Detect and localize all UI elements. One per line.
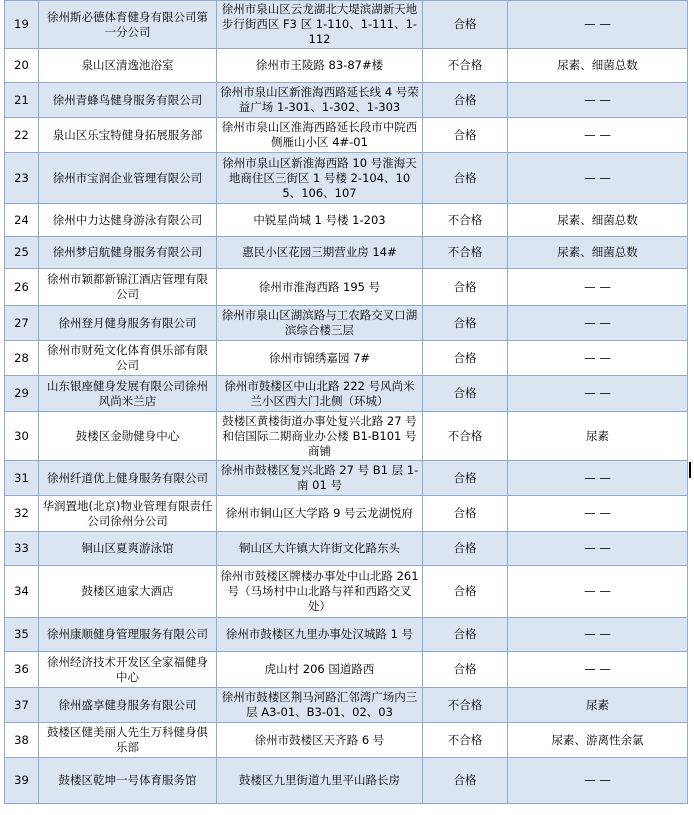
business-name: 徐州市宝润企业管理有限公司 [39, 153, 217, 204]
inspection-result: 不合格 [423, 204, 508, 237]
failed-items: — — [508, 153, 688, 204]
business-address: 徐州市鼓楼区中山北路 222 号风尚米兰小区西大门北侧（环城） [217, 376, 423, 412]
row-number: 27 [5, 306, 39, 341]
table-row [5, 49, 688, 83]
business-name: 铜山区夏爽游泳馆 [39, 532, 217, 566]
failed-items: — — [508, 618, 688, 652]
business-name: 鼓楼区健美丽人先生万科健身俱乐部 [39, 723, 217, 758]
table-row [5, 412, 688, 461]
row-number: 24 [5, 204, 39, 237]
business-name: 华润置地(北京)物业管理有限责任公司徐州分公司 [39, 496, 217, 532]
table-row [5, 269, 688, 306]
inspection-result: 合格 [423, 461, 508, 496]
inspection-result: 不合格 [423, 237, 508, 269]
business-name: 徐州市财苑文化体育俱乐部有限公司 [39, 341, 217, 376]
table-row [5, 618, 688, 652]
right-edge-mark [689, 462, 691, 478]
row-number: 29 [5, 376, 39, 412]
failed-items: — — [508, 1, 688, 49]
inspection-result: 不合格 [423, 49, 508, 83]
business-address: 徐州市铜山区大学路 9 号云龙湖悦府 [217, 496, 423, 532]
inspection-result: 合格 [423, 153, 508, 204]
business-name: 徐州康顺健身管理服务有限公司 [39, 618, 217, 652]
row-number: 23 [5, 153, 39, 204]
table-row [5, 532, 688, 566]
business-address: 中锐星尚城 1 号楼 1-203 [217, 204, 423, 237]
row-number: 35 [5, 618, 39, 652]
business-address: 徐州市泉山区新淮海西路 10 号淮海天地商住区三街区 1 号楼 2-104、105、106、107 [217, 153, 423, 204]
inspection-result: 不合格 [423, 412, 508, 461]
table-row [5, 306, 688, 341]
business-name: 徐州盛享健身服务有限公司 [39, 688, 217, 723]
table-row [5, 376, 688, 412]
table-row [5, 652, 688, 688]
row-number: 38 [5, 723, 39, 758]
failed-items: — — [508, 652, 688, 688]
business-name: 泉山区乐宝特健身拓展服务部 [39, 118, 217, 153]
inspection-result: 合格 [423, 341, 508, 376]
failed-items: — — [508, 532, 688, 566]
row-number: 37 [5, 688, 39, 723]
business-address: 徐州市泉山区新淮海西路延长线 4 号荣益广场 1-301、1-302、1-303 [217, 83, 423, 118]
inspection-result: 不合格 [423, 688, 508, 723]
business-address: 徐州市鼓楼区荆马河路汇邻湾广场内三层 A3-01、B3-01、02、03 [217, 688, 423, 723]
business-name: 徐州经济技术开发区全家福健身中心 [39, 652, 217, 688]
business-address: 徐州市泉山区云龙湖北大堤滨湖新天地步行街西区 F3 区 1-110、1-111、1-112 [217, 1, 423, 49]
business-address: 徐州市鼓楼区复兴北路 27 号 B1 层 1-南 01 号 [217, 461, 423, 496]
failed-items: — — [508, 118, 688, 153]
failed-items: 尿素 [508, 412, 688, 461]
inspection-result: 合格 [423, 532, 508, 566]
table-row [5, 688, 688, 723]
business-name: 山东银座健身发展有限公司徐州风尚米兰店 [39, 376, 217, 412]
row-number: 19 [5, 1, 39, 49]
inspection-result: 合格 [423, 758, 508, 804]
failed-items: 尿素、细菌总数 [508, 204, 688, 237]
business-name: 徐州纤道优上健身服务有限公司 [39, 461, 217, 496]
table-row [5, 758, 688, 804]
table-row [5, 118, 688, 153]
row-number: 39 [5, 758, 39, 804]
business-address: 惠民小区花园三期营业房 14# [217, 237, 423, 269]
failed-items: — — [508, 496, 688, 532]
business-address: 铜山区大许镇大许街文化路东头 [217, 532, 423, 566]
inspection-result: 合格 [423, 118, 508, 153]
business-address: 徐州市鼓楼区天齐路 6 号 [217, 723, 423, 758]
business-address: 徐州市鼓楼区九里办事处汉城路 1 号 [217, 618, 423, 652]
row-number: 22 [5, 118, 39, 153]
business-name: 徐州登月健身服务有限公司 [39, 306, 217, 341]
business-address: 徐州市锦绣嘉园 7# [217, 341, 423, 376]
failed-items: 尿素、游离性余氯 [508, 723, 688, 758]
table-row [5, 461, 688, 496]
failed-items: — — [508, 461, 688, 496]
inspection-result: 合格 [423, 566, 508, 618]
table-row [5, 237, 688, 269]
inspection-result: 不合格 [423, 723, 508, 758]
row-number: 26 [5, 269, 39, 306]
failed-items: 尿素 [508, 688, 688, 723]
business-name: 徐州斯必德体育健身有限公司第一分公司 [39, 1, 217, 49]
business-name: 鼓楼区迪家大酒店 [39, 566, 217, 618]
row-number: 20 [5, 49, 39, 83]
business-name: 徐州市颖都新锦江酒店管理有限公司 [39, 269, 217, 306]
table-row [5, 496, 688, 532]
business-address: 徐州市泉山区湖滨路与工农路交叉口湖滨综合楼三层 [217, 306, 423, 341]
row-number: 33 [5, 532, 39, 566]
failed-items: — — [508, 306, 688, 341]
business-address: 鼓楼区黄楼街道办事处复兴北路 27 号和信国际二期商业办公楼 B1-B101 号商铺 [217, 412, 423, 461]
business-address: 徐州市鼓楼区牌楼办事处中山北路 261 号（马场村中山北路与祥和西路交叉处） [217, 566, 423, 618]
failed-items: — — [508, 341, 688, 376]
row-number: 32 [5, 496, 39, 532]
inspection-result: 合格 [423, 652, 508, 688]
business-address: 徐州市泉山区淮海西路延长段市中院西侧雁山小区 4#-01 [217, 118, 423, 153]
table-row [5, 723, 688, 758]
row-number: 25 [5, 237, 39, 269]
table-row [5, 153, 688, 204]
inspection-result: 合格 [423, 376, 508, 412]
business-name: 鼓楼区金勋健身中心 [39, 412, 217, 461]
business-name: 徐州中力达健身游泳有限公司 [39, 204, 217, 237]
business-name: 鼓楼区乾坤一号体育服务馆 [39, 758, 217, 804]
inspection-result: 合格 [423, 306, 508, 341]
business-name: 徐州青蜂鸟健身服务有限公司 [39, 83, 217, 118]
failed-items: — — [508, 83, 688, 118]
business-name: 徐州梦启航健身服务有限公司 [39, 237, 217, 269]
business-name: 泉山区清逸池浴室 [39, 49, 217, 83]
inspection-result: 合格 [423, 496, 508, 532]
row-number: 21 [5, 83, 39, 118]
business-address: 徐州市王陵路 83-87#楼 [217, 49, 423, 83]
business-address: 鼓楼区九里街道九里平山路长房 [217, 758, 423, 804]
inspection-result: 合格 [423, 618, 508, 652]
table-row [5, 341, 688, 376]
row-number: 36 [5, 652, 39, 688]
row-number: 31 [5, 461, 39, 496]
failed-items: — — [508, 566, 688, 618]
row-number: 30 [5, 412, 39, 461]
table-row [5, 566, 688, 618]
row-number: 34 [5, 566, 39, 618]
business-address: 虎山村 206 国道路西 [217, 652, 423, 688]
table-row [5, 1, 688, 49]
table-row [5, 204, 688, 237]
table-row [5, 83, 688, 118]
inspection-results-table [4, 0, 688, 804]
failed-items: — — [508, 269, 688, 306]
row-number: 28 [5, 341, 39, 376]
inspection-result: 合格 [423, 1, 508, 49]
failed-items: — — [508, 376, 688, 412]
failed-items: 尿素、细菌总数 [508, 49, 688, 83]
failed-items: — — [508, 758, 688, 804]
failed-items: 尿素、细菌总数 [508, 237, 688, 269]
inspection-result: 合格 [423, 269, 508, 306]
business-address: 徐州市淮海西路 195 号 [217, 269, 423, 306]
inspection-result: 合格 [423, 83, 508, 118]
